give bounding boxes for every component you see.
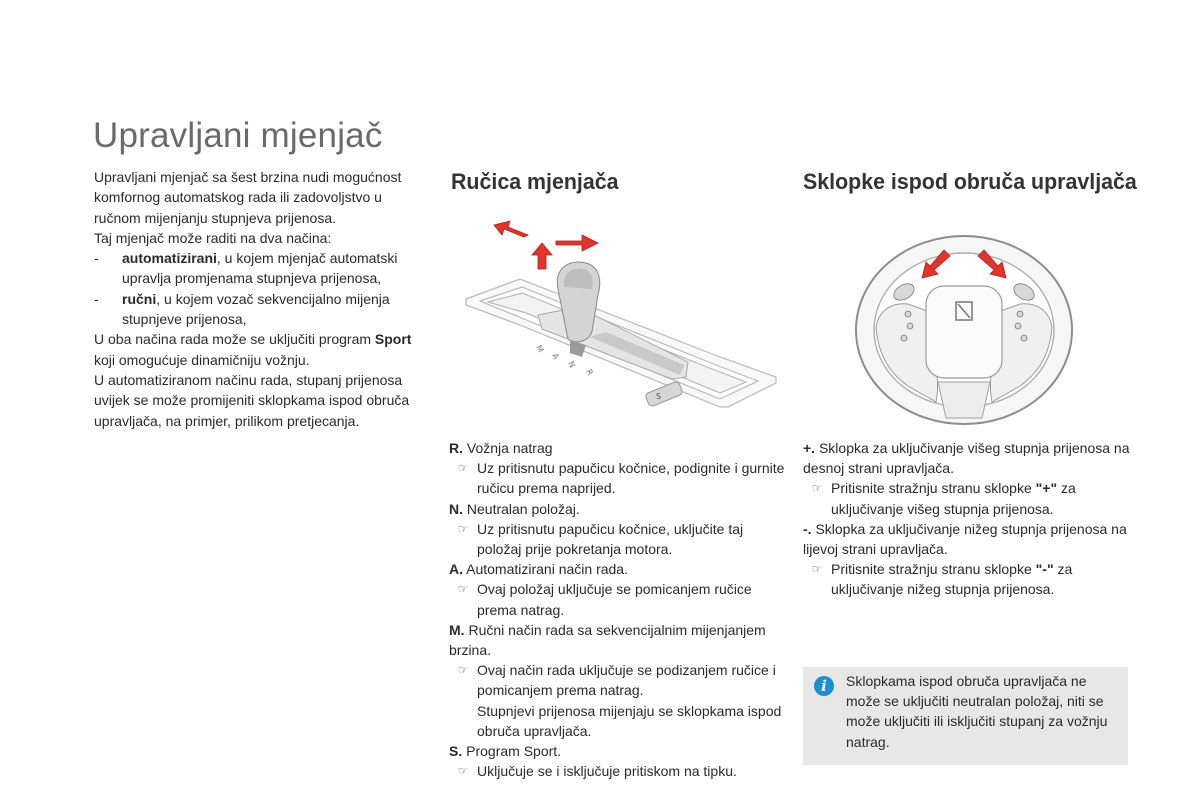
lever-instruction-text: Ovaj položaj uključuje se pomicanjem ručice prema natrag. [477, 581, 752, 618]
mode-list-item-automatic: - automatizirani, u kojem mjenjač automatski upravlja promjenama stupnjeva prijenosa, [94, 248, 424, 289]
intro-paragraph-3: U oba načina rada može se uključiti program Sport koji omogućuje dinamičniju vožnju. [94, 331, 412, 368]
lever-instruction [449, 701, 789, 741]
pointing-hand-icon: ☞ [457, 521, 469, 536]
lever-position-key: M. [449, 621, 465, 638]
pointing-hand-icon [449, 701, 477, 741]
svg-text:N: N [566, 359, 577, 370]
pointing-hand-icon: ☞ [457, 461, 469, 476]
pointing-hand-icon: ☞ [811, 562, 823, 577]
intro-paragraph-2: Taj mjenjač može raditi na dva načina: [94, 229, 332, 246]
pointing-hand-icon: ☞ [811, 481, 823, 496]
lever-instruction [449, 660, 789, 700]
svg-text:A: A [550, 351, 561, 361]
info-icon: i [814, 676, 834, 696]
lever-instruction [449, 761, 789, 781]
lever-position-item [449, 559, 789, 620]
mode-manual-label: ručni [122, 290, 157, 307]
steering-wheel-illustration [848, 232, 1080, 442]
page-title: Upravljani mjenjač [93, 116, 383, 155]
lever-section-title: Ručica mjenjača [451, 169, 619, 194]
lever-position-item [449, 438, 789, 499]
lever-instruction [449, 579, 789, 619]
lever-position-item [449, 620, 789, 741]
lever-position-key: A. [449, 561, 463, 578]
lever-position-item [449, 499, 789, 560]
lever-position-item [449, 741, 789, 781]
info-note-box [803, 667, 1128, 765]
lever-instruction-text: Stupnjevi prijenosa mijenjaju se sklopkama ispod obruča upravljača. [477, 702, 782, 739]
paddle-item-downshift: -. Sklopka za uključivanje nižeg stupnja prijenosa na lijevoj strani upravljača. ☞ Pritisnite stražnju stranu sklopke "-" za uključivanje nižeg stupnja prijenosa. [803, 519, 1133, 600]
lever-position-label: Neutralan položaj. [463, 500, 580, 517]
svg-text:S: S [656, 392, 662, 401]
pointing-hand-icon: ☞ [457, 582, 469, 597]
intro-paragraph-4: U automatiziranom načinu rada, stupanj prijenosa uvijek se može promijeniti sklopkama ispod obruča upravljača, na primjer, prilikom pretjecanja. [94, 371, 410, 429]
lever-instruction-text: Uz pritisnutu papučicu kočnice, uključite taj položaj prije pokretanja motora. [477, 520, 744, 558]
lever-instruction [449, 458, 789, 498]
lever-instruction-text: Uz pritisnutu papučicu kočnice, podignite i gurnite ručicu prema naprijed. [477, 460, 785, 497]
lever-positions-list [449, 438, 789, 781]
mode-list-item-manual: - ručni, u kojem vozač sekvencijalno mijenja stupnjeve prijenosa, [94, 289, 424, 330]
lever-position-key: N. [449, 500, 463, 517]
paddle-instruction-downshift: ☞ Pritisnite stražnju stranu sklopke "-" za uključivanje nižeg stupnja prijenosa. [803, 559, 1133, 599]
lever-position-key: R. [449, 440, 463, 456]
paddles-list [803, 438, 1133, 600]
lever-position-label: Automatizirani način rada. [463, 561, 628, 578]
pointing-hand-icon: ☞ [457, 764, 469, 779]
lever-instruction-text: Ovaj način rada uključuje se podizanjem ručice i pomicanjem prema natrag. [477, 662, 776, 699]
lever-position-key: S. [449, 743, 463, 760]
paddle-item-upshift: +. Sklopka za uključivanje višeg stupnja prijenosa na desnoj strani upravljača. ☞ Pritisnite stražnju stranu sklopke "+" za uključivanje višeg stupnja prijenosa. [803, 438, 1133, 519]
lever-instruction-text: Uključuje se i isključuje pritiskom na tipku. [477, 763, 737, 780]
lever-position-label: Ručni način rada sa sekvencijalnim mijenjanjem brzina. [449, 621, 766, 659]
list-dash: - [94, 250, 99, 267]
svg-text:M: M [534, 343, 546, 355]
pointing-hand-icon: ☞ [457, 663, 469, 678]
lever-position-label: Vožnja natrag [463, 440, 553, 456]
lever-instruction [449, 519, 789, 559]
intro-paragraph-1: Upravljani mjenjač sa šest brzina nudi mogućnost komfornog automatskog rada ili zadovoljstvo u ručnom mijenjanju stupnjeva prijenosa. [94, 169, 402, 226]
svg-text:R: R [584, 367, 595, 377]
list-dash: - [94, 290, 99, 307]
paddle-instruction-upshift: ☞ Pritisnite stražnju stranu sklopke "+" za uključivanje višeg stupnja prijenosa. [803, 478, 1133, 518]
info-note-text: Sklopkama ispod obruča upravljača ne može se uključiti neutralan položaj, niti se može uključiti ili isključiti stupanj za vožnju natrag. [846, 673, 1108, 750]
intro-text [94, 167, 424, 431]
gear-lever-illustration [458, 207, 778, 432]
mode-automatic-label: automatizirani [122, 250, 217, 267]
paddles-section-title: Sklopke ispod obruča upravljača [803, 169, 1137, 194]
lever-position-label: Program Sport. [462, 743, 562, 760]
